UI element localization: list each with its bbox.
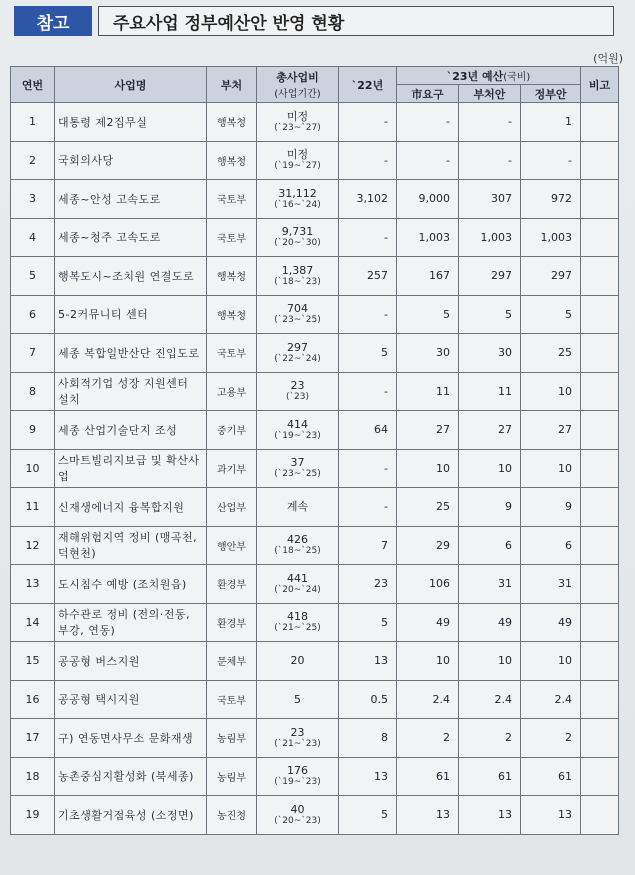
ministry-name: 산업부 [207, 488, 257, 527]
project-name: 스마트빌리지보급 및 확산사업 [55, 449, 207, 488]
col-header-ministry: 부처안 [459, 85, 521, 103]
table-row [11, 218, 619, 257]
total-cost-value: 9,731 [281, 225, 314, 239]
note-cell [581, 103, 619, 142]
table-row [11, 680, 619, 719]
total-cost-value: 441 [287, 571, 308, 585]
budget-2023-ministry: 30 [459, 334, 521, 373]
table-row [11, 565, 619, 604]
project-period: (`23~`27) [274, 122, 321, 133]
total-cost [257, 603, 339, 642]
project-period: (`20~`24) [274, 584, 321, 595]
budget-2023-ministry: 9 [459, 488, 521, 527]
budget-2023-city-request: 30 [397, 334, 459, 373]
budget-2023-city-request: 5 [397, 295, 459, 334]
total-cost-value: 426 [287, 533, 308, 547]
budget-2023-ministry: 10 [459, 449, 521, 488]
total-cost-value: 418 [287, 610, 308, 624]
col-header-city: 市요구 [397, 85, 459, 103]
row-number: 8 [11, 372, 55, 411]
row-number: 1 [11, 103, 55, 142]
budget-2023-government: 61 [521, 757, 581, 796]
budget-2023-city-request: 13 [397, 796, 459, 835]
budget-2022: 7 [339, 526, 397, 565]
project-period: (`23~`25) [274, 469, 321, 480]
table-row [11, 180, 619, 219]
project-name: 구) 연동면사무소 문화재생 [55, 719, 207, 758]
budget-2023-ministry: - [459, 103, 521, 142]
total-cost-value: 176 [287, 764, 308, 778]
total-cost [257, 488, 339, 527]
budget-2023-ministry: 49 [459, 603, 521, 642]
budget-2023-ministry: 11 [459, 372, 521, 411]
total-cost-value: 20 [290, 654, 305, 668]
total-cost [257, 680, 339, 719]
note-cell [581, 757, 619, 796]
total-cost [257, 449, 339, 488]
note-cell [581, 180, 619, 219]
project-name: 세종~청주 고속도로 [55, 218, 207, 257]
row-number: 18 [11, 757, 55, 796]
ministry-name: 환경부 [207, 565, 257, 604]
row-number: 2 [11, 141, 55, 180]
budget-2023-city-request: 10 [397, 642, 459, 681]
budget-2023-ministry: 1,003 [459, 218, 521, 257]
budget-table [10, 66, 619, 835]
project-name: 농촌중심지활성화 (북세종) [55, 757, 207, 796]
row-number: 12 [11, 526, 55, 565]
note-cell [581, 411, 619, 450]
ministry-name: 행복청 [207, 103, 257, 142]
project-name: 대통령 제2집무실 [55, 103, 207, 142]
budget-2023-government: 31 [521, 565, 581, 604]
col-header-y22: `22년 [339, 67, 397, 103]
ministry-name: 중기부 [207, 411, 257, 450]
note-cell [581, 603, 619, 642]
col-header-note: 비고 [581, 67, 619, 103]
total-cost [257, 257, 339, 296]
row-number: 6 [11, 295, 55, 334]
total-cost-value: 414 [287, 417, 308, 431]
col-header-y23-sub: (국비) [503, 71, 531, 83]
total-cost [257, 372, 339, 411]
ministry-name: 행복청 [207, 295, 257, 334]
note-cell [581, 488, 619, 527]
total-cost-value: 1,387 [281, 263, 314, 277]
total-cost [257, 180, 339, 219]
ministry-name: 행복청 [207, 141, 257, 180]
budget-2022: 257 [339, 257, 397, 296]
project-name: 국회의사당 [55, 141, 207, 180]
ministry-name: 문체부 [207, 642, 257, 681]
note-cell [581, 218, 619, 257]
budget-2023-government: 13 [521, 796, 581, 835]
row-number: 19 [11, 796, 55, 835]
note-cell [581, 565, 619, 604]
project-name: 세종 산업기술단지 조성 [55, 411, 207, 450]
budget-2023-ministry: 31 [459, 565, 521, 604]
total-cost-value: 23 [290, 379, 305, 393]
budget-2022: - [339, 488, 397, 527]
project-period: (`23) [286, 392, 309, 403]
table-row [11, 642, 619, 681]
row-number: 14 [11, 603, 55, 642]
project-period: (`22~`24) [274, 353, 321, 364]
budget-2023-city-request: 167 [397, 257, 459, 296]
project-period: (`19~`23) [274, 777, 321, 788]
project-period: (`16~`24) [274, 199, 321, 210]
note-cell [581, 257, 619, 296]
note-cell [581, 719, 619, 758]
row-number: 9 [11, 411, 55, 450]
budget-2022: 3,102 [339, 180, 397, 219]
budget-2023-city-request: - [397, 141, 459, 180]
col-header-y23-label: `23년 예산 [446, 69, 504, 83]
page-title: 주요사업 정부예산안 반영 현황 [98, 6, 614, 36]
budget-2022: 13 [339, 642, 397, 681]
total-cost [257, 526, 339, 565]
budget-2023-government: 49 [521, 603, 581, 642]
table-row [11, 449, 619, 488]
project-period: (`18~`23) [274, 276, 321, 287]
total-cost-value: 미정 [286, 148, 309, 162]
total-cost [257, 295, 339, 334]
col-header-name: 사업명 [55, 67, 207, 103]
budget-2023-city-request: 9,000 [397, 180, 459, 219]
col-header-no: 연번 [11, 67, 55, 103]
budget-2023-ministry: 13 [459, 796, 521, 835]
budget-2023-government: 10 [521, 642, 581, 681]
project-name: 하수관로 정비 (전의·전동, 부강, 연동) [55, 603, 207, 642]
budget-2023-government: 2.4 [521, 680, 581, 719]
project-period: (`20~`30) [274, 238, 321, 249]
col-header-dept: 부처 [207, 67, 257, 103]
budget-2022: - [339, 218, 397, 257]
table-row [11, 796, 619, 835]
budget-2023-government: 25 [521, 334, 581, 373]
total-cost [257, 719, 339, 758]
row-number: 3 [11, 180, 55, 219]
ministry-name: 환경부 [207, 603, 257, 642]
project-period: (`20~`23) [274, 815, 321, 826]
budget-2023-government: 10 [521, 449, 581, 488]
budget-2023-ministry: 307 [459, 180, 521, 219]
project-name: 기초생활거점육성 (소정면) [55, 796, 207, 835]
ministry-name: 국토부 [207, 180, 257, 219]
table-row [11, 295, 619, 334]
total-cost-value: 704 [287, 302, 308, 316]
note-cell [581, 796, 619, 835]
total-cost-value: 40 [290, 802, 305, 816]
budget-2023-government: 1 [521, 103, 581, 142]
budget-2023-government: 27 [521, 411, 581, 450]
total-cost [257, 103, 339, 142]
budget-2022: 0.5 [339, 680, 397, 719]
budget-2023-government: 2 [521, 719, 581, 758]
budget-2023-city-request: - [397, 103, 459, 142]
budget-2023-ministry: 2 [459, 719, 521, 758]
col-header-total-label: 총사업비 [276, 71, 319, 84]
budget-2023-city-request: 61 [397, 757, 459, 796]
budget-2022: - [339, 295, 397, 334]
col-header-total [257, 67, 339, 103]
table-row [11, 488, 619, 527]
project-period: (`19~`23) [274, 430, 321, 441]
col-header-total-sub: (사업기간) [274, 89, 321, 100]
project-period: (`19~`27) [274, 161, 321, 172]
note-cell [581, 526, 619, 565]
project-name: 신재생에너지 융복합지원 [55, 488, 207, 527]
budget-2023-city-request: 11 [397, 372, 459, 411]
budget-2023-government: 5 [521, 295, 581, 334]
total-cost [257, 411, 339, 450]
table-row [11, 411, 619, 450]
budget-2023-ministry: 2.4 [459, 680, 521, 719]
ministry-name: 국토부 [207, 680, 257, 719]
ministry-name: 국토부 [207, 218, 257, 257]
budget-2022: 13 [339, 757, 397, 796]
row-number: 5 [11, 257, 55, 296]
unit-label: (억원) [593, 52, 623, 65]
budget-2023-city-request: 49 [397, 603, 459, 642]
budget-2023-ministry: 10 [459, 642, 521, 681]
project-name: 재해위험지역 정비 (맹곡천, 덕현천) [55, 526, 207, 565]
section-header [14, 6, 614, 40]
total-cost-value: 5 [294, 692, 301, 706]
ministry-name: 농림부 [207, 719, 257, 758]
row-number: 7 [11, 334, 55, 373]
budget-2023-government: 1,003 [521, 218, 581, 257]
project-period: (`21~`23) [274, 738, 321, 749]
budget-2023-government: 972 [521, 180, 581, 219]
budget-2023-city-request: 2.4 [397, 680, 459, 719]
project-name: 행복도시~조치원 연결도로 [55, 257, 207, 296]
project-name: 공공형 버스지원 [55, 642, 207, 681]
table-row [11, 334, 619, 373]
budget-2023-city-request: 1,003 [397, 218, 459, 257]
project-name: 공공형 택시지원 [55, 680, 207, 719]
ministry-name: 고용부 [207, 372, 257, 411]
budget-2022: - [339, 372, 397, 411]
note-cell [581, 141, 619, 180]
row-number: 10 [11, 449, 55, 488]
table-row [11, 141, 619, 180]
budget-2023-government: 6 [521, 526, 581, 565]
table-row [11, 103, 619, 142]
project-name: 세종 복합일반산단 진입도로 [55, 334, 207, 373]
table-row [11, 372, 619, 411]
budget-2023-ministry: - [459, 141, 521, 180]
total-cost-value: 37 [290, 456, 305, 470]
budget-2022: - [339, 141, 397, 180]
project-name: 도시침수 예방 (조치원읍) [55, 565, 207, 604]
row-number: 17 [11, 719, 55, 758]
budget-2023-government: 10 [521, 372, 581, 411]
budget-2023-government: - [521, 141, 581, 180]
ministry-name: 행안부 [207, 526, 257, 565]
budget-2022: 8 [339, 719, 397, 758]
budget-2022: 23 [339, 565, 397, 604]
ministry-name: 국토부 [207, 334, 257, 373]
total-cost [257, 796, 339, 835]
note-cell [581, 449, 619, 488]
reference-badge: 참고 [14, 6, 92, 36]
budget-2023-city-request: 25 [397, 488, 459, 527]
table-row [11, 757, 619, 796]
total-cost [257, 218, 339, 257]
budget-2023-government: 9 [521, 488, 581, 527]
ministry-name: 과기부 [207, 449, 257, 488]
table-row [11, 257, 619, 296]
budget-2022: - [339, 103, 397, 142]
budget-2023-ministry: 27 [459, 411, 521, 450]
budget-2022: - [339, 449, 397, 488]
project-period: (`23~`25) [274, 315, 321, 326]
budget-2023-ministry: 297 [459, 257, 521, 296]
budget-2023-city-request: 10 [397, 449, 459, 488]
note-cell [581, 642, 619, 681]
budget-2023-city-request: 27 [397, 411, 459, 450]
budget-2022: 5 [339, 603, 397, 642]
note-cell [581, 680, 619, 719]
budget-2023-city-request: 2 [397, 719, 459, 758]
ministry-name: 농진청 [207, 796, 257, 835]
row-number: 4 [11, 218, 55, 257]
total-cost [257, 757, 339, 796]
total-cost [257, 642, 339, 681]
table-row [11, 603, 619, 642]
row-number: 11 [11, 488, 55, 527]
budget-2023-city-request: 29 [397, 526, 459, 565]
budget-2023-government: 297 [521, 257, 581, 296]
budget-2022: 64 [339, 411, 397, 450]
budget-2023-ministry: 5 [459, 295, 521, 334]
project-name: 사회적기업 성장 지원센터 설치 [55, 372, 207, 411]
budget-2022: 5 [339, 796, 397, 835]
row-number: 16 [11, 680, 55, 719]
col-header-y23 [397, 67, 581, 85]
budget-2023-city-request: 106 [397, 565, 459, 604]
col-header-gov: 정부안 [521, 85, 581, 103]
table-row [11, 719, 619, 758]
total-cost [257, 334, 339, 373]
project-period: (`18~`25) [274, 546, 321, 557]
note-cell [581, 334, 619, 373]
ministry-name: 행복청 [207, 257, 257, 296]
row-number: 13 [11, 565, 55, 604]
ministry-name: 농림부 [207, 757, 257, 796]
row-number: 15 [11, 642, 55, 681]
total-cost-value: 미정 [286, 109, 309, 123]
note-cell [581, 295, 619, 334]
total-cost-value: 297 [287, 340, 308, 354]
project-name: 5-2커뮤니티 센터 [55, 295, 207, 334]
table-row [11, 526, 619, 565]
total-cost-value: 계속 [286, 500, 309, 514]
budget-2023-ministry: 61 [459, 757, 521, 796]
project-period: (`21~`25) [274, 623, 321, 634]
note-cell [581, 372, 619, 411]
total-cost [257, 565, 339, 604]
project-name: 세종~안성 고속도로 [55, 180, 207, 219]
total-cost-value: 31,112 [278, 186, 317, 200]
total-cost-value: 23 [290, 725, 305, 739]
total-cost [257, 141, 339, 180]
budget-2022: 5 [339, 334, 397, 373]
budget-2023-ministry: 6 [459, 526, 521, 565]
